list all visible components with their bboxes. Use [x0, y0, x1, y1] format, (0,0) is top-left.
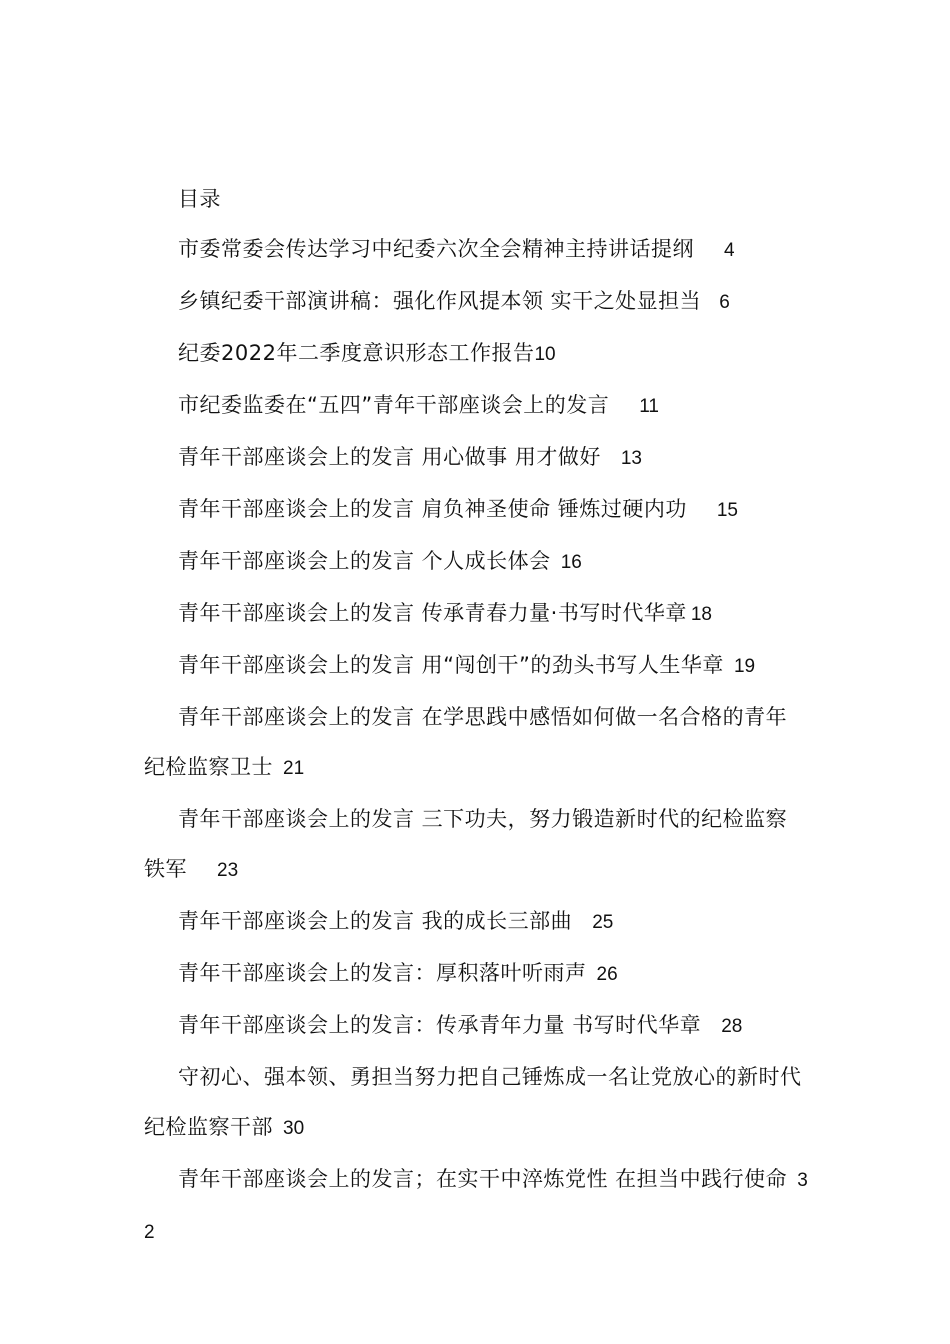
toc-entry-text: 青年干部座谈会上的发言 肩负神圣使命 锤炼过硬内功 — [178, 497, 687, 521]
toc-page-number: 10 — [534, 344, 556, 365]
toc-entry[interactable] — [144, 1000, 808, 1052]
toc-page-number: 16 — [560, 552, 582, 573]
toc-page-number: 19 — [733, 656, 756, 677]
toc-page-number: 21 — [283, 758, 305, 779]
toc-page-number: 30 — [283, 1118, 305, 1139]
toc-page-number: 26 — [596, 964, 618, 985]
toc-page-number: 28 — [721, 1016, 743, 1037]
toc-page-number: 25 — [592, 912, 614, 933]
toc-entry-text: 乡镇纪委干部演讲稿：强化作风提本领 实干之处显担当 — [178, 289, 702, 313]
toc-entry[interactable] — [144, 484, 808, 536]
toc-entry[interactable] — [144, 794, 808, 896]
toc-page-number: 13 — [620, 448, 642, 469]
toc-entry[interactable] — [144, 948, 808, 1000]
toc-entry-text: 守初心、强本领、勇担当努力把自己锤炼成一名让党放心的新时代纪检监察干部 — [144, 1065, 802, 1139]
toc-page-number: 15 — [716, 500, 738, 521]
toc-entry-text: 青年干部座谈会上的发言：厚积落叶听雨声 — [178, 961, 587, 985]
toc-page-number: 6 — [719, 292, 730, 313]
toc-entry-text: 青年干部座谈会上的发言 我的成长三部曲 — [178, 909, 573, 933]
toc-page-number: 23 — [217, 860, 239, 881]
toc-page-number: 11 — [639, 396, 659, 417]
toc-entry[interactable] — [144, 588, 808, 640]
toc-entry[interactable] — [144, 692, 808, 794]
toc-entry-text: 市纪委监委在“五四”青年干部座谈会上的发言 — [178, 393, 610, 417]
toc-entry-text: 青年干部座谈会上的发言 个人成长体会 — [178, 549, 551, 573]
toc-entry[interactable] — [144, 276, 808, 328]
toc-entry-text: 青年干部座谈会上的发言 三下功夫，努力锻造新时代的纪检监察铁军 — [144, 807, 788, 881]
toc-entry[interactable] — [144, 328, 808, 380]
toc-page-number: 18 — [690, 604, 712, 625]
toc-entry-text: 青年干部座谈会上的发言 用心做事 用才做好 — [178, 445, 601, 469]
toc-title: 目录 — [178, 187, 221, 211]
toc-entry[interactable] — [144, 1052, 808, 1154]
toc-entry[interactable] — [144, 640, 808, 692]
toc-entry-text: 青年干部座谈会上的发言 传承青春力量·书写时代华章 — [178, 601, 687, 625]
table-of-contents — [144, 174, 808, 1258]
toc-entry[interactable] — [144, 224, 808, 276]
toc-entry-text: 青年干部座谈会上的发言 用“闯创干”的劲头书写人生华章 — [178, 653, 724, 677]
toc-entry-text: 青年干部座谈会上的发言：传承青年力量 书写时代华章 — [178, 1013, 702, 1037]
toc-page-number: 32 — [144, 1170, 808, 1243]
toc-entry[interactable] — [144, 536, 808, 588]
toc-entry[interactable] — [144, 896, 808, 948]
toc-entry-text: 纪委2022年二季度意识形态工作报告 — [178, 341, 535, 365]
toc-entry[interactable] — [144, 432, 808, 484]
toc-entry-text: 市委常委会传达学习中纪委六次全会精神主持讲话提纲 — [178, 237, 694, 261]
toc-entry-text: 青年干部座谈会上的发言 在学思践中感悟如何做一名合格的青年纪检监察卫士 — [144, 705, 788, 779]
toc-entry[interactable] — [144, 1154, 808, 1258]
toc-page-number: 4 — [724, 240, 735, 261]
toc-entry-text: 青年干部座谈会上的发言；在实干中淬炼党性 在担当中践行使命 — [178, 1167, 788, 1191]
toc-entry[interactable] — [144, 380, 808, 432]
